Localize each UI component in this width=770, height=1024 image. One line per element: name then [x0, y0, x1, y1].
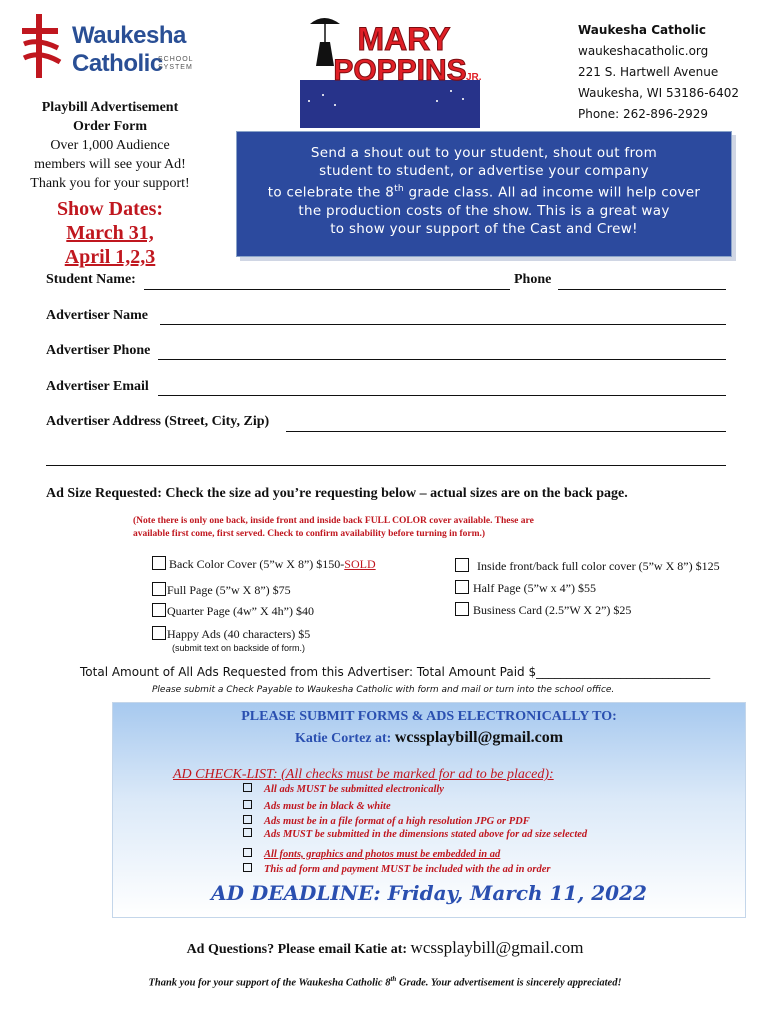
show-title-line2: POPPINS — [333, 54, 467, 87]
shout-line1: Send a shout out to your student, shout out from — [310, 145, 658, 161]
address-phone: Phone: 262-896-2929 — [578, 107, 709, 121]
advertiser-phone-field[interactable] — [158, 359, 726, 360]
questions-email-link[interactable]: wcssplaybill@gmail.com — [410, 938, 584, 957]
option-happy-ads[interactable]: Happy Ads (40 characters) $5 — [152, 626, 310, 642]
shout-line2: student to student, or advertise your company — [319, 163, 649, 179]
checklist-item[interactable]: Ads must be in a file format of a high resolution JPG or PDF — [243, 815, 530, 827]
intro-line1: Over 1,000 Audience — [50, 138, 170, 153]
checklist-item[interactable]: This ad form and payment MUST be included with the ad in order — [243, 863, 550, 875]
logo-word-waukesha: Waukesha — [72, 22, 186, 49]
checkbox[interactable] — [243, 815, 252, 824]
shout-line3a: to celebrate the 8 — [267, 184, 395, 201]
advertiser-name-label: Advertiser Name — [46, 308, 148, 323]
advertiser-address-field-line2[interactable] — [46, 465, 726, 466]
checklist-item[interactable]: Ads must be in black & white — [243, 800, 391, 812]
submit-heading: PLEASE SUBMIT FORMS & ADS ELECTRONICALLY TO: — [241, 709, 617, 724]
thank-you-line: Thank you for your support of the Waukesha Catholic 8th Grade. Your advertisement is sincerely appreciated! — [148, 975, 622, 989]
checklist-item[interactable]: All ads MUST be submitted electronically — [243, 783, 444, 795]
checkbox[interactable] — [243, 800, 252, 809]
option-full-page[interactable]: Full Page (5”w X 8”) $75 — [152, 582, 291, 598]
shout-line4: the production costs of the show. This is a great way — [298, 202, 670, 219]
advertiser-email-field[interactable] — [158, 395, 726, 396]
intro-line2: members will see your Ad! — [34, 157, 186, 172]
intro-block — [20, 98, 200, 269]
address-city: Waukesha, WI 53186-6402 — [578, 86, 740, 100]
sold-label: SOLD — [344, 557, 376, 571]
checkbox[interactable] — [455, 558, 469, 572]
advertiser-name-field[interactable] — [160, 324, 726, 325]
checkbox[interactable] — [152, 626, 166, 640]
checkbox[interactable] — [152, 582, 166, 596]
show-dates-label: Show Dates: — [56, 198, 164, 220]
checklist-item[interactable]: All fonts, graphics and photos must be embedded in ad — [243, 848, 500, 860]
show-dates-line1: March 31, — [66, 222, 154, 244]
show-title-line1: MARY — [357, 21, 451, 57]
checkbox[interactable] — [152, 556, 166, 570]
ad-deadline: AD DEADLINE: Friday, March 11, 2022 — [211, 881, 647, 905]
option-half-page[interactable]: Half Page (5”w x 4”) $55 — [455, 580, 596, 596]
shout-line3b: grade class. All ad income will help cover — [403, 184, 701, 201]
show-title-suffix: JR. — [466, 72, 482, 83]
shout-sup: th — [394, 184, 404, 194]
advertiser-email-label: Advertiser Email — [46, 379, 149, 394]
advertiser-address-label: Advertiser Address (Street, City, Zip) — [46, 414, 270, 429]
checkbox[interactable] — [455, 602, 469, 616]
option-inside-cover[interactable]: Inside front/back full color cover (5”w X 8”) $125 — [455, 558, 720, 574]
show-dates — [20, 197, 200, 269]
show-dates-line2: April 1,2,3 — [64, 246, 156, 268]
intro-line3: Thank you for your support! — [30, 176, 190, 191]
total-amount-line[interactable]: Total Amount of All Ads Requested from this Advertiser: Total Amount Paid $_____________________________ — [80, 665, 711, 679]
cross-icon — [18, 14, 66, 78]
phone-field[interactable] — [558, 289, 726, 290]
submission-box — [112, 702, 746, 918]
school-logo — [18, 14, 218, 78]
questions-line: Ad Questions? Please email Katie at: wcssplaybill@gmail.com — [186, 938, 584, 957]
form-subtitle: Order Form — [73, 119, 147, 134]
ad-size-note: (Note there is only one back, inside front and inside back FULL COLOR cover available. These are available first come, first served. Check to confirm availability before turning in form.) — [133, 516, 534, 539]
checkbox[interactable] — [243, 783, 252, 792]
logo-word-catholic: Catholic — [72, 50, 163, 77]
checklist-item[interactable]: Ads MUST be submitted in the dimensions stated above for ad size selected — [243, 828, 587, 840]
address-name: Waukesha Catholic — [578, 23, 706, 37]
advertiser-phone-label: Advertiser Phone — [46, 343, 151, 358]
option-quarter-page[interactable]: Quarter Page (4w” X 4h”) $40 — [152, 603, 314, 619]
advertiser-address-field[interactable] — [286, 431, 726, 432]
option-back-cover[interactable]: Back Color Cover (5”w X 8”) $150-SOLD — [152, 556, 376, 572]
check-instructions: Please submit a Check Payable to Waukesha Catholic with form and mail or turn into the school office. — [152, 685, 615, 695]
shout-out-box — [236, 131, 732, 257]
form-title: Playbill Advertisement — [41, 100, 179, 115]
shout-line5: to show your support of the Cast and Crew! — [330, 220, 638, 237]
checkbox[interactable] — [243, 848, 252, 857]
checkbox[interactable] — [152, 603, 166, 617]
ad-size-heading: Ad Size Requested: Check the size ad you’re requesting below – actual sizes are on the back page. — [46, 486, 628, 501]
submit-email-link[interactable]: wcssplaybill@gmail.com — [394, 729, 564, 746]
student-name-label: Student Name: — [46, 272, 136, 287]
checkbox[interactable] — [243, 863, 252, 872]
submit-contact: Katie Cortez at: wcssplaybill@gmail.com — [294, 729, 564, 746]
address-street: 221 S. Hartwell Avenue — [578, 65, 719, 79]
address-web: waukeshacatholic.org — [578, 44, 709, 58]
mary-poppins-logo — [300, 10, 480, 128]
student-name-field[interactable] — [144, 289, 510, 290]
school-address — [578, 20, 739, 125]
happy-ads-note: (submit text on backside of form.) — [172, 643, 306, 653]
option-business-card[interactable]: Business Card (2.5”W X 2”) $25 — [455, 602, 631, 618]
checkbox[interactable] — [243, 828, 252, 837]
logo-subtitle: SCHOOL SYSTEM — [158, 56, 194, 71]
phone-label: Phone — [514, 272, 552, 287]
checkbox[interactable] — [455, 580, 469, 594]
checklist-title: AD CHECK-LIST: (All checks must be marked for ad to be placed): — [173, 767, 554, 782]
